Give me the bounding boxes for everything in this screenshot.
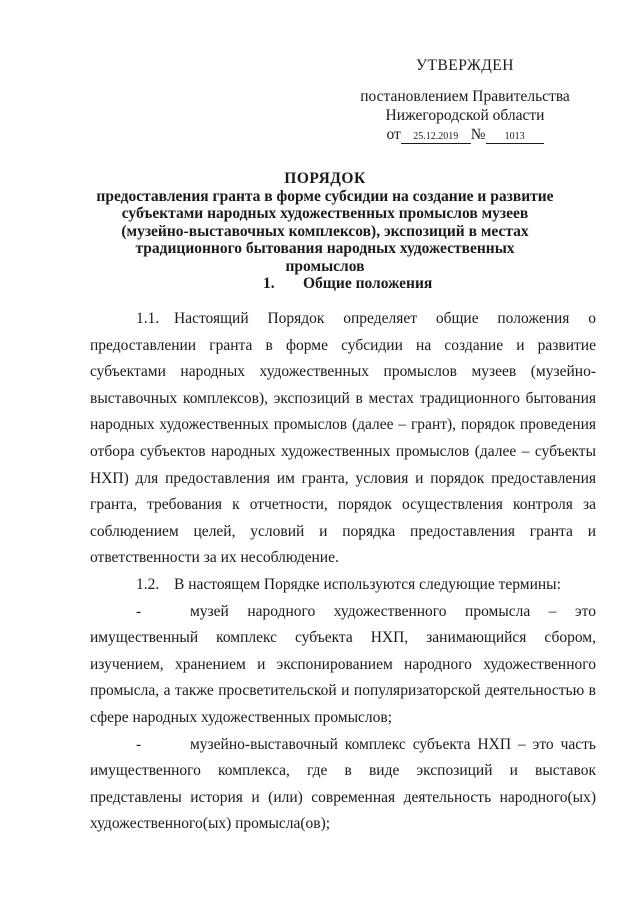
- document-body: [90, 306, 596, 838]
- approval-date-line: [340, 125, 590, 144]
- approval-date: 25.12.2019: [401, 131, 471, 144]
- title-main: ПОРЯДОК: [284, 170, 366, 187]
- dash-marker: -: [136, 735, 142, 753]
- number-sign: №: [470, 126, 486, 143]
- dash-marker: -: [136, 602, 142, 620]
- paragraph-text: Настоящий Порядок определяет общие положения о предоставлении гранта в форме субсидии на создание и развитие субъектами народных художественных промыслов музеев (музейно-выставочных комплексов), экспозиций в местах традиционного бытования народных художественных промыслов (далее – грант), порядок проведения отбора субъектов народных художественных промыслов (далее – субъекты НХП) для предоставления им гранта, условия и порядок предоставления гранта, требования к отчетности, порядок осуществления контроля за соблюдением целей, условий и порядка предоставления гранта и ответственности за их несоблюдение.: [90, 310, 596, 567]
- paragraph-label: 1.2.: [136, 575, 160, 593]
- approval-block: [340, 56, 590, 144]
- approval-issuer-line: постановлением Правительства: [360, 88, 570, 105]
- paragraph-1-2: [90, 572, 596, 599]
- approval-region-line: Нижегородской области: [385, 107, 545, 124]
- paragraph-text: В настоящем Порядке используются следующие термины:: [174, 575, 561, 593]
- definition-museum: [90, 599, 596, 732]
- title-subtitle: предоставления гранта в форме субсидии на создание и развитие субъектами народных художественных промыслов музеев (музейно-выставочных комплексов), экспозиций в местах традиционного бытования народных художественных промыслов: [96, 187, 554, 275]
- document-title: [95, 170, 555, 275]
- paragraph-1-1: [90, 306, 596, 572]
- approved-label: УТВЕРЖДЕН: [416, 57, 514, 74]
- date-prefix: от: [386, 126, 401, 143]
- definition-text: музейно-выставочный комплекс субъекта НХП – это часть имущественного комплекса, где в виде экспозиций и выставок представлены история и (или) современная деятельность народного(ых) художественного(ых) промысла(ов);: [90, 735, 596, 833]
- approval-number: 1013: [486, 131, 544, 144]
- section-number: 1.: [263, 275, 275, 292]
- section-title: Общие положения: [303, 275, 433, 292]
- definition-exhibition-complex: [90, 732, 596, 838]
- definition-text: музей народного художественного промысла – это имущественный комплекс субъекта НХП, занимающийся сбором, изучением, хранением и экспонированием народного художественного промысла, а также просветительской и популяризаторской деятельностью в сфере народных художественных промыслов;: [90, 602, 596, 726]
- paragraph-label: 1.1.: [136, 310, 160, 327]
